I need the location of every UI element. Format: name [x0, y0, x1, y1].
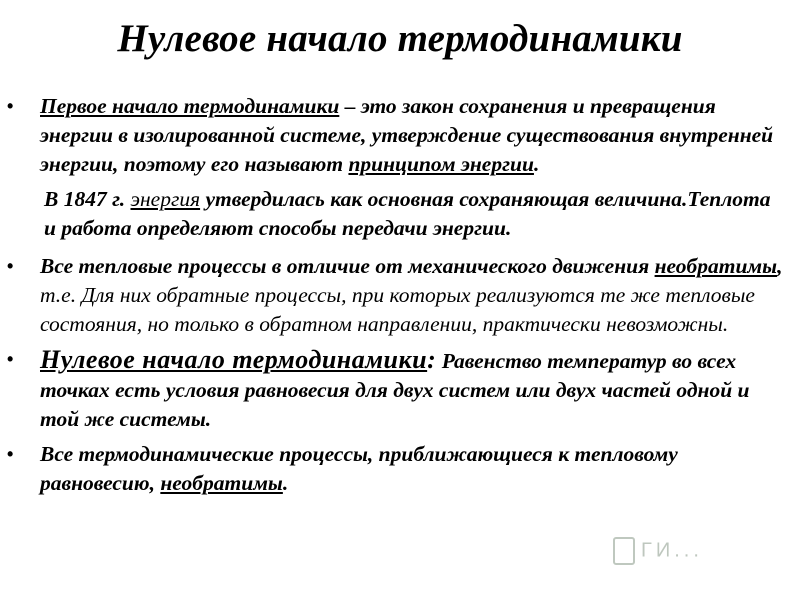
term-first-law: Первое начало термодинамики: [40, 94, 340, 118]
term-irreversible-2: необратимы: [160, 471, 283, 495]
term-energy: энергия: [130, 187, 201, 211]
processes-end: .: [282, 471, 289, 495]
processes-text: Все термодинамические процессы, приближающиеся к тепловому равновесию,: [40, 442, 678, 495]
zeroth-law-text: Равенство температур во всех точках есть условия равновесия для двух систем или двух частей одной и той же системы.: [40, 349, 750, 431]
bullet-item-processes: [7, 440, 785, 498]
bullet-item-first-law: [7, 92, 785, 179]
bullet-item-zeroth-law: [7, 345, 785, 434]
irreversible-lead: Все тепловые процессы в отличие от механического движения: [40, 254, 655, 278]
first-law-end: .: [533, 152, 540, 176]
watermark-text: ГИ...: [641, 539, 703, 562]
bullet-icon: •: [7, 444, 14, 464]
irreversible-comma: ,: [777, 254, 783, 278]
paragraph-1847: [40, 185, 785, 243]
bullet-icon: •: [7, 96, 14, 116]
term-zeroth-law: Нулевое начало термодинамики: [40, 345, 428, 374]
slide-content: [7, 92, 785, 504]
irreversible-rest: т.е. Для них обратные процессы, при которых реализуются те же тепловые состояния, но только в обратном направлении, практически невозможны.: [40, 283, 755, 336]
term-energy-principle: принципом энергии: [348, 152, 534, 176]
zeroth-law-colon: :: [427, 345, 437, 374]
slide-title: Нулевое начало термодинамики: [117, 17, 683, 60]
watermark-logo-icon: [613, 537, 635, 565]
para-text: утвердилась как основная сохраняющая величина.Теплота и работа определяют способы передачи энергии.: [44, 187, 771, 240]
watermark: [613, 537, 763, 571]
term-irreversible: необратимы: [654, 254, 778, 278]
bullet-item-irreversible: [7, 252, 785, 339]
bullet-icon: •: [7, 349, 14, 369]
first-law-text: – это закон сохранения и превращения энергии в изолированной системе, утверждение существования внутренней энергии, поэтому его называют: [40, 94, 774, 176]
para-lead: В 1847 г.: [44, 187, 131, 211]
bullet-icon: •: [7, 256, 14, 276]
